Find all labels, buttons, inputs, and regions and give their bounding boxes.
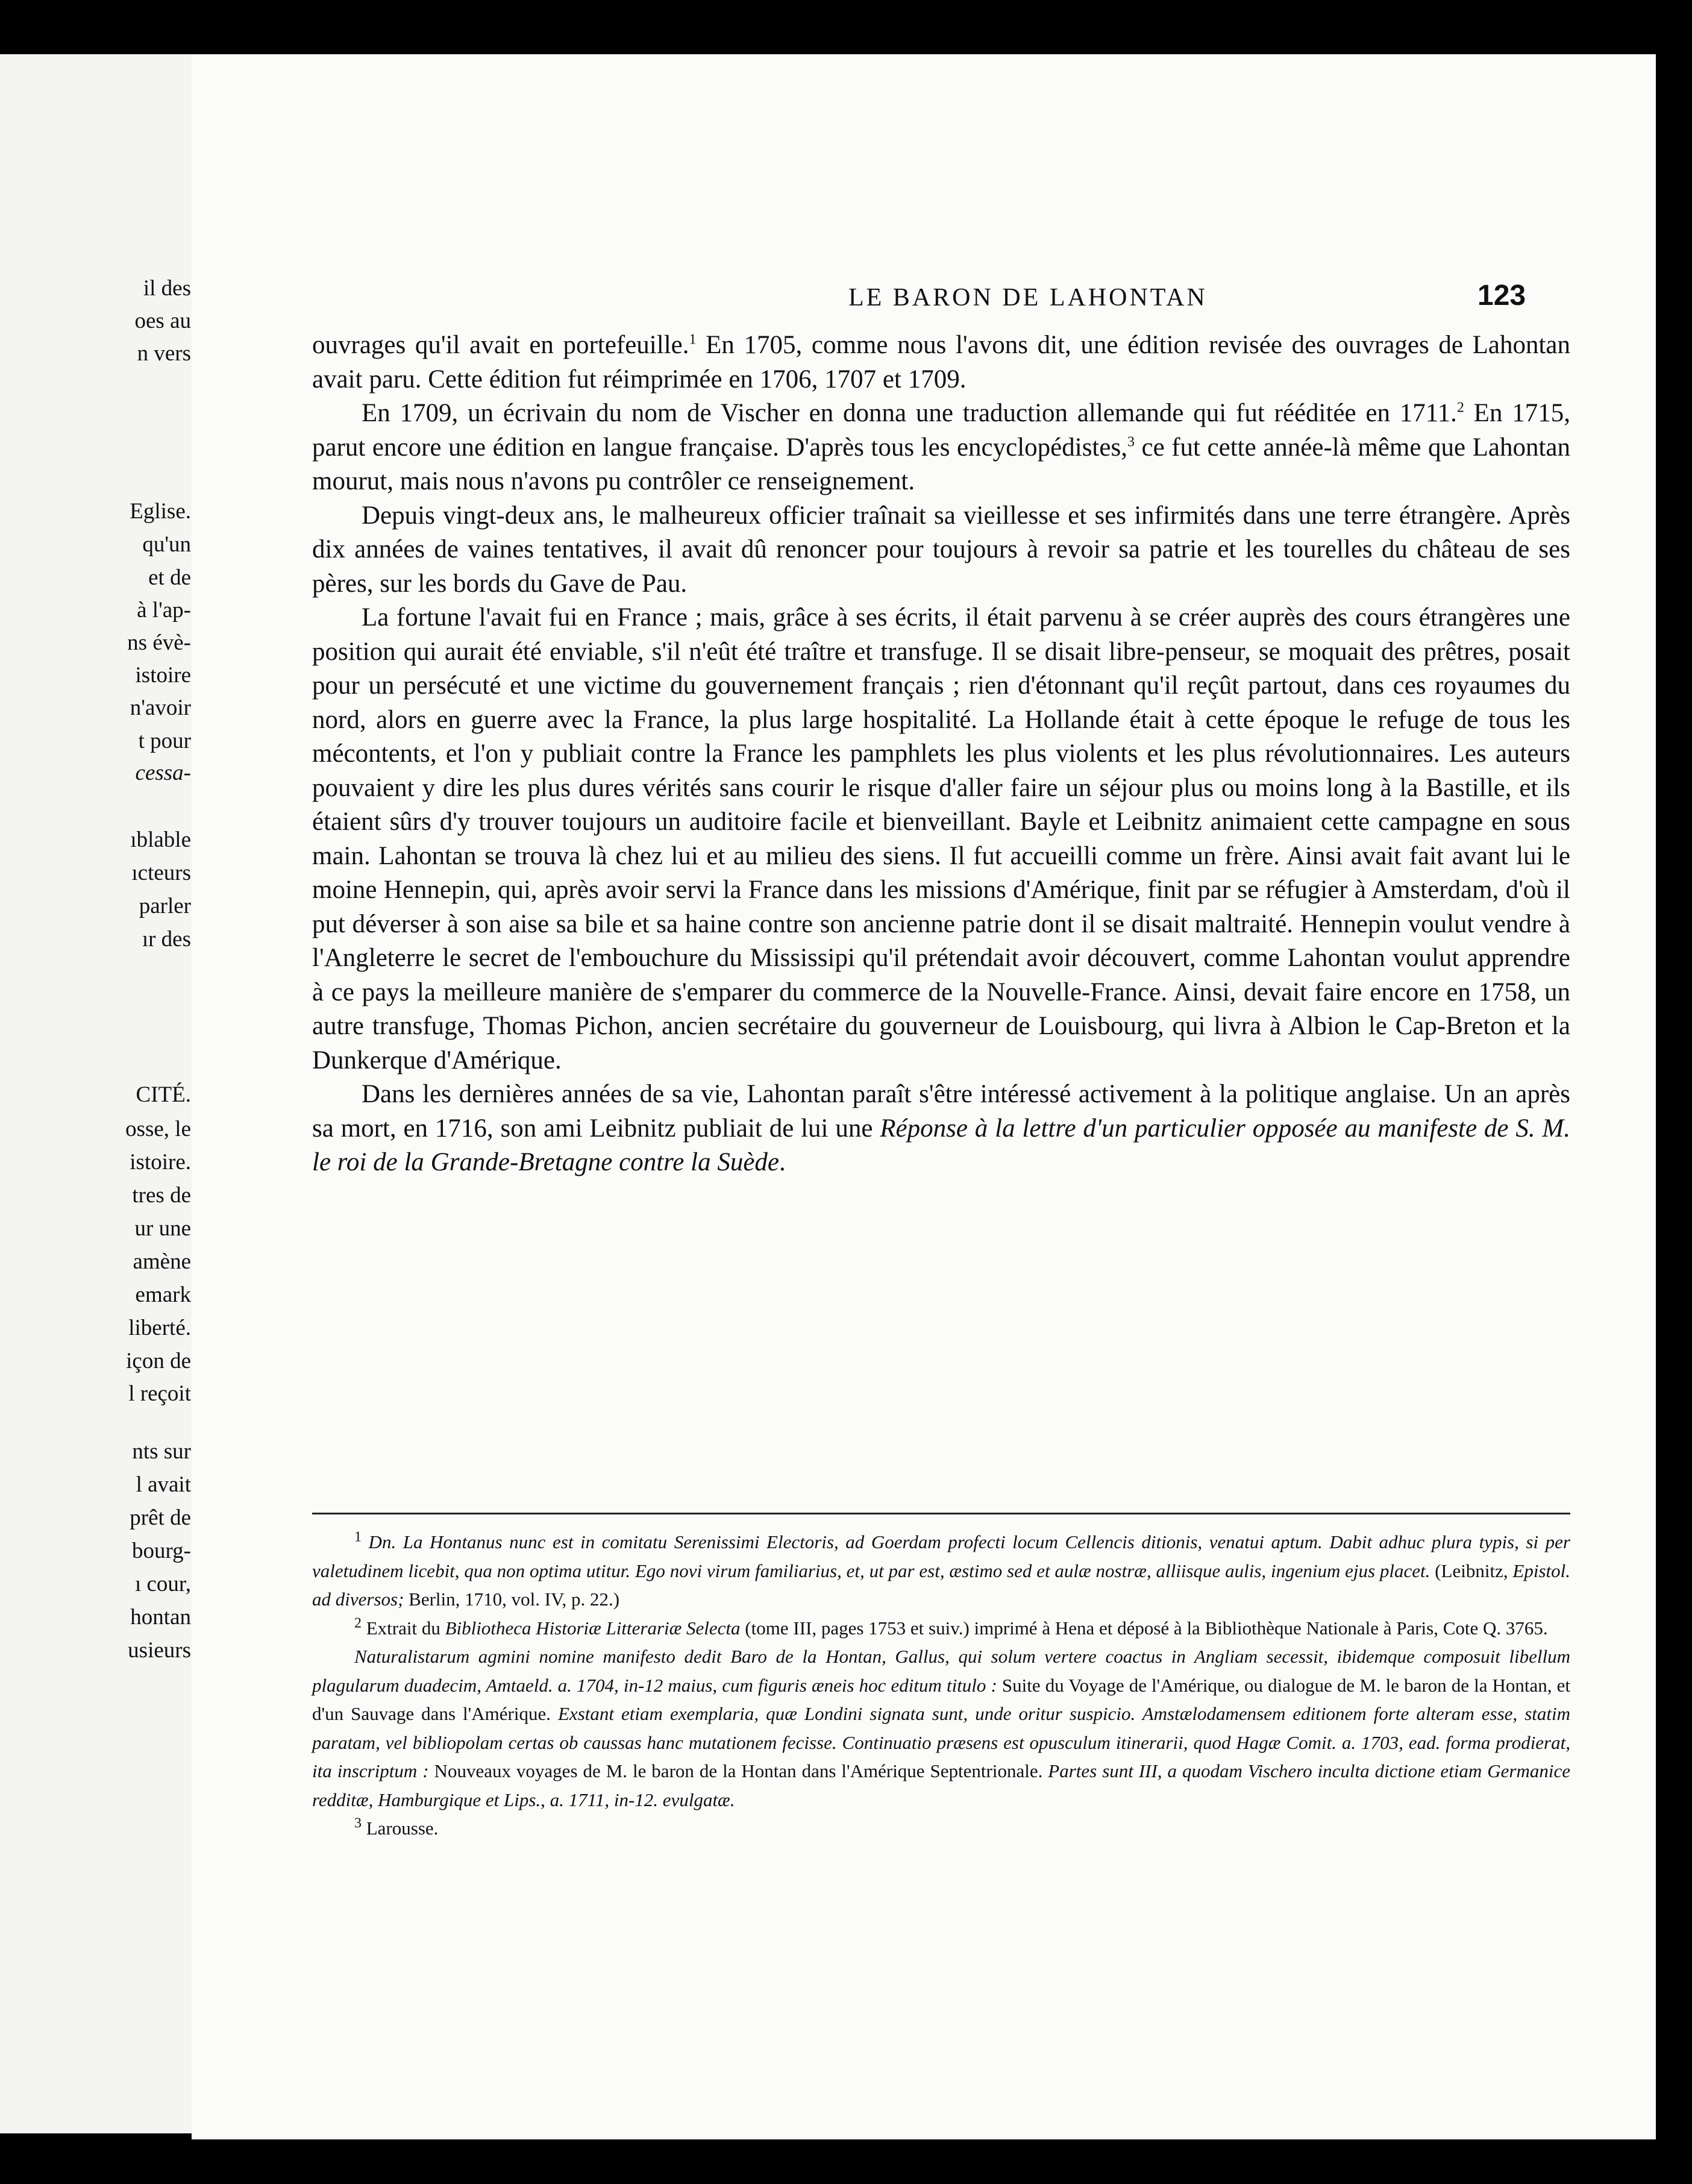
facing-page-line: istoire bbox=[135, 663, 191, 688]
italic-text: Epistol. ad diversos; bbox=[312, 1560, 1570, 1610]
facing-page-line: oes au bbox=[134, 309, 191, 333]
facing-page-line: à l'ap- bbox=[137, 598, 191, 623]
facing-page-line: il des bbox=[143, 276, 191, 301]
facing-page-line: ır des bbox=[142, 927, 191, 952]
footnote-rule bbox=[312, 1513, 1570, 1514]
paragraph bbox=[312, 328, 1570, 397]
book-title: Réponse à la lettre d'un particulier opposée au manifeste de S. M. le roi de la Grande-Bretagne contre la Suède bbox=[312, 1114, 1571, 1176]
footnote-marker: 1 bbox=[689, 331, 697, 348]
facing-page-line: istoire. bbox=[130, 1150, 191, 1175]
italic-text: Bibliotheca Historiæ Litterariæ Selecta bbox=[445, 1617, 741, 1639]
facing-page-line: n'avoir bbox=[130, 695, 191, 720]
text-run: En 1709, un écrivain du nom de Vischer en donna une traduction allemande qui fut rééditée en 1711. bbox=[362, 399, 1457, 427]
text-run: ouvrages qu'il avait en portefeuille. bbox=[312, 331, 689, 359]
facing-page-line: CITÉ. bbox=[136, 1082, 191, 1107]
body-text bbox=[312, 328, 1570, 1180]
facing-page-line: emark bbox=[135, 1282, 191, 1307]
text-run: ce fut cette année-là même que Lahontan mourut, mais nous n'avons pu contrôler ce renseignement. bbox=[312, 433, 1570, 495]
footnote bbox=[312, 1528, 1570, 1614]
text-run: Nouveaux voyages de M. le baron de la Hontan dans l'Amérique Septentrionale. bbox=[428, 1760, 1048, 1781]
facing-page-line: et de bbox=[148, 565, 191, 590]
facing-page-line: osse, le bbox=[125, 1117, 191, 1141]
italic-text: Partes sunt III, a quodam Vischero inculta dictione etiam Germanice redditæ, Hamburgique et Lips., a. 1711, in-12. evulgatæ. bbox=[312, 1760, 1570, 1810]
footnote-marker: 3 bbox=[354, 1815, 362, 1831]
facing-page-line: tres de bbox=[132, 1183, 191, 1208]
facing-page-line: usieurs bbox=[128, 1638, 191, 1663]
text-run: En 1705, comme nous l'avons dit, une édition revisée des ouvrages de Lahontan avait paru. Cette édition fut réimprimée en 1706, 1707 et 1709. bbox=[312, 331, 1570, 394]
footnote-marker: 2 bbox=[1456, 400, 1464, 416]
facing-page-line: cessa- bbox=[135, 761, 191, 785]
italic-text: Naturalistarum agmini nomine manifesto dedit Baro de la Hontan, Gallus, qui solum vertere coactus in Angliam secessit, ibidemque composuit libellum plagularum duadecim, Amtaeld. a. 1704, in-12 maius, cum figuris æneis hoc editum titulo : bbox=[312, 1646, 1570, 1696]
facing-page-line: qu'un bbox=[142, 532, 191, 557]
facing-page-line: l avait bbox=[136, 1472, 191, 1497]
facing-page-fragment bbox=[0, 54, 202, 2133]
footnote bbox=[312, 1814, 1570, 1843]
text-run: Berlin, 1710, vol. IV, p. 22.) bbox=[404, 1589, 620, 1610]
facing-page-line: bourg- bbox=[132, 1539, 191, 1563]
footnote-marker: 2 bbox=[354, 1615, 362, 1631]
text-run: (Leibnitz, bbox=[1430, 1560, 1513, 1581]
facing-page-line: ıblable bbox=[130, 827, 191, 852]
facing-page-line: prêt de bbox=[130, 1505, 191, 1530]
text-run: En 1715, parut encore une édition en langue française. D'après tous les encyclopédistes, bbox=[312, 399, 1570, 462]
facing-page-line: içon de bbox=[126, 1349, 191, 1373]
running-head: LE BARON DE LAHONTAN bbox=[848, 284, 1208, 312]
footnote-marker: 1 bbox=[354, 1529, 362, 1545]
facing-page-line: ur une bbox=[134, 1216, 191, 1241]
facing-page-line: liberté. bbox=[128, 1316, 191, 1340]
facing-page-line: Eglise. bbox=[130, 499, 191, 524]
facing-page-line: amène bbox=[133, 1249, 191, 1274]
facing-page-line: n vers bbox=[137, 341, 191, 366]
facing-page-line: l reçoit bbox=[128, 1381, 191, 1406]
paragraph: La fortune l'avait fui en France ; mais, grâce à ses écrits, il était parvenu à se créer auprès des cours étrangères une position qui aurait été enviable, s'il n'eût été traître et transfuge. Il se disait libre-penseur, se moquait des prêtres, posait pour un persécuté et une victime du gouvernement français ; rien d'étonnant qu'il reçût partout, dans ces royaumes du nord, alors en guerre avec la France, la plus large hospitalité. La Hollande était à cette époque le refuge de tous les mécontents, et l'on y publiait contre la France les pamphlets les plus violents et les plus révolutionnaires. Les auteurs pouvaient y dire les plus dures vérités sans courir le risque d'aller faire un séjour plus ou moins long à la Bastille, et ils étaient sûrs d'y trouver toujours un auditoire facile et bienveillant. Bayle et Leibnitz animaient cette campagne en sous main. Lahontan se trouva là chez lui et au milieu des siens. Il fut accueilli comme un frère. Ainsi avait fait avant lui le moine Hennepin, qui, après avoir servi la France dans les missions d'Amérique, finit par se réfugier à Amsterdam, d'où il put déverser à son aise sa bile et sa haine contre son ancienne patrie dont il se disait maltraité. Hennepin voulut vendre à l'Angleterre le secret de l'embouchure du Mississipi qu'il prétendait avoir découvert, comme Lahontan voulut apprendre à ce pays la meilleure manière de s'emparer du commerce de la Nouvelle-France. Ainsi, devait faire encore en 1758, un autre transfuge, Thomas Pichon, ancien secrétaire du gouverneur de Louisbourg, qui livra à Albion le Cap-Breton et la Dunkerque d'Amérique. bbox=[312, 603, 1570, 1075]
footnotes bbox=[312, 1528, 1570, 1843]
facing-page-line: ı cour, bbox=[134, 1572, 191, 1596]
paragraph-text: Dans les dernières années de sa vie, Lahontan paraît s'être intéressé activement à la politique anglaise. Un an après sa mort, en 1716, son ami Leibnitz publiait de lui une bbox=[312, 1080, 1570, 1143]
italic-text: Dn. La Hontanus nunc est in comitatu Serenissimi Electoris, ad Goerdam profecti locum Cellencis ditionis, venatui aptum. Dabit adhuc plura typis, si per valetudinem licebit, qua non optima utitur. Ego novi virum familiarius, et, ut par est, æstimo sed et aulæ nostræ, alliisque aulis, ingenium ejus placet. bbox=[312, 1531, 1570, 1581]
page bbox=[192, 54, 1656, 2139]
facing-page-line: t pour bbox=[138, 729, 191, 753]
facing-page-line: ns évè- bbox=[127, 630, 191, 655]
text-run: (tome III, pages 1753 et suiv.) imprimé à Hena et déposé à la Bibliothèque Nationale à Paris, Cote Q. 3765. bbox=[740, 1617, 1548, 1639]
footnote bbox=[312, 1614, 1570, 1643]
facing-page-line: ıcteurs bbox=[131, 861, 191, 885]
text-run: Extrait du bbox=[362, 1617, 445, 1639]
facing-page-line: nts sur bbox=[132, 1439, 191, 1464]
footnote-marker: 3 bbox=[1127, 434, 1135, 450]
paragraph: Depuis vingt-deux ans, le malheureux officier traînait sa vieillesse et ses infirmités dans une terre étrangère. Après dix années de vaines tentatives, il avait dû renoncer pour toujours à revoir sa patrie et les tourelles du château de ses pères, sur les bords du Gave de Pau. bbox=[312, 501, 1570, 598]
facing-page-line: parler bbox=[139, 894, 191, 918]
text-run: Suite du Voyage de l'Amérique, ou dialogue de M. le baron de la Hontan, et d'un Sauvage dans l'Amérique. bbox=[312, 1674, 1570, 1724]
footnote bbox=[312, 1642, 1570, 1814]
paragraph-end: . bbox=[779, 1148, 786, 1176]
paragraph bbox=[312, 1078, 1570, 1180]
paragraph bbox=[312, 397, 1570, 499]
text-run: Larousse. bbox=[362, 1818, 439, 1839]
facing-page-line: hontan bbox=[130, 1605, 191, 1630]
page-number: 123 bbox=[1477, 280, 1526, 312]
italic-text: Exstant etiam exemplaria, quæ Londini signata sunt, unde oritur suspicio. Amstælodamensem editionem forte alteram esse, statim paratam, vel bibliopolam certas ob caussas hanc mutationem fecisse. Continuatio præsens est opusculum itinerarii, quod Hagæ Comit. a. 1703, ead. forma prodierat, ita inscriptum : bbox=[312, 1703, 1570, 1781]
